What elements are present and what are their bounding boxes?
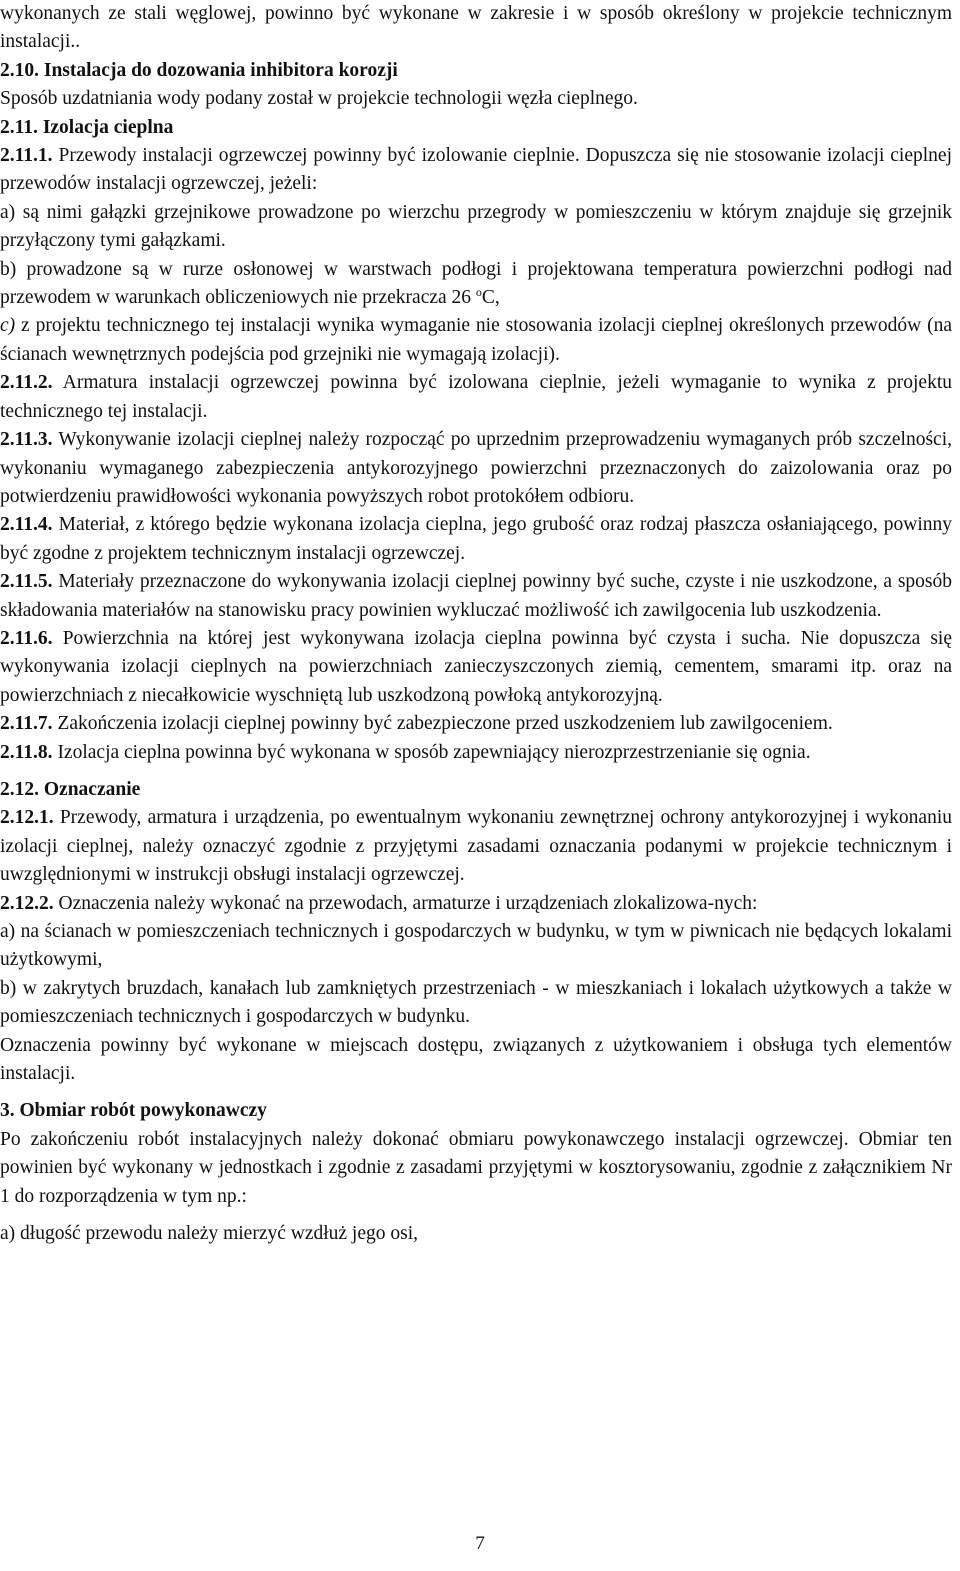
section-number: 3. [0, 1100, 15, 1122]
section-2-10-heading [0, 57, 952, 85]
section-2-12-heading [0, 776, 952, 804]
section-number: 2.12.1. [0, 807, 54, 829]
section-2-11-heading [0, 114, 952, 142]
list-item-a: a) są nimi gałązki grzejnikowe prowadzone po wierzchu przegrody w pomieszczeniu w którym znajduje się grzejnik przyłączony tymi gałązkami. [0, 201, 952, 252]
spacer [0, 1088, 952, 1097]
section-number: 2.11.4. [0, 514, 53, 536]
section-number: 2.11.3. [0, 429, 53, 451]
section-number: 2.11. [0, 116, 38, 138]
section-2-12-1: 2.12.1. Przewody, armatura i urządzenia, po ewentualnym wykonaniu zewnętrznej ochrony antykorozyjnej i wykonaniu izolacji cieplnej, należy oznaczyć zgodnie z przyjętymi zasadami oznaczania podanymi w projekcie technicznym i uwzględnionymi w instrukcji obsługi instalacji ogrzewczej. [0, 807, 952, 886]
page-number: 7 [475, 1533, 485, 1554]
section-number: 2.11.2. [0, 372, 53, 394]
section-2-11-1: 2.11.1. Przewody instalacji ogrzewczej powinny być izolowanie cieplnie. Dopuszcza się nie stosowanie izolacji cieplnej przewodów instalacji ogrzewczej, jeżeli: [0, 145, 952, 195]
list-item-b: b) prowadzone są w rurze osłonowej w warstwach podłogi i projektowana temperatura powierzchni podłogi nad przewodem w warunkach obliczeniowych nie przekracza 26 $^o$C, [0, 258, 952, 309]
section-title: Obmiar robót powykonawczy [19, 1100, 267, 1122]
section-title: Izolacja cieplna [42, 116, 174, 138]
section-2-11-5: 2.11.5. Materiały przeznaczone do wykonywania izolacji cieplnej powinny być suche, czyste i nie uszkodzone, a sposób składowania materiałów na stanowisku pracy powinien wykluczać możliwość ich zawilgocenia lub uszkodzenia. [0, 571, 953, 621]
section-3-heading [0, 1097, 952, 1125]
section-number: 2.11.6. [0, 627, 53, 649]
list-item-a: a) na ścianach w pomieszczeniach technicznych i gospodarczych w budynku, w tym w piwnicach nie będących lokalami użytkowymi, [0, 921, 952, 971]
marking-paragraph: Oznaczenia powinny być wykonane w miejscach dostępu, związanych z użytkowaniem i obsługa tych elementów instalacji. [0, 1034, 952, 1085]
list-item-c: c) z projektu technicznego tej instalacji wynika wymaganie nie stosowania izolacji cieplnej określonych przewodów (na ścianach wewnętrznych podejścia pod grzejniki nie wymagają izolacji). [0, 315, 952, 365]
section-2-11-8: 2.11.8. Izolacja cieplna powinna być wykonana w sposób zapewniający nierozprzestrzenianie się ognia. [0, 741, 811, 763]
degree-superscript: o [475, 285, 482, 300]
section-2-11-3: 2.11.3. Wykonywanie izolacji cieplnej należy rozpocząć po uprzednim przeprowadzeniu wymaganych prób szczelności, wykonaniu wymaganego zabezpieczenia antykorozyjnego powierzchni przeznaczonych do zaizolowania oraz po potwierdzeniu prawidłowości wykonania powyższych robot protokółem odbioru. [0, 429, 952, 507]
section-number: 2.11.1. [0, 145, 53, 167]
list-item-a: a) długość przewodu należy mierzyć wzdłuż jego osi, [0, 1223, 419, 1245]
section-2-10-text: Sposób uzdatniania wody podany został w projekcie technologii węzła cieplnego. [0, 88, 638, 110]
section-2-11-4: 2.11.4. Materiał, z którego będzie wykonana izolacja cieplna, jego grubość oraz rodzaj płaszcza osłaniającego, powinny być zgodne z projektem technicznym instalacji ogrzewczej. [0, 514, 952, 564]
spacer [0, 1211, 952, 1220]
list-item-b: b) w zakrytych bruzdach, kanałach lub zamkniętych przestrzeniach - w mieszkaniach i lokalach użytkowych a także w pomieszczeniach technicznych i gospodarczych w budynku. [0, 977, 952, 1028]
section-number: 2.10. [0, 59, 39, 81]
intro-paragraph: wykonanych ze stali węglowej, powinno być wykonane w zakresie i w sposób określony w projekcie technicznym instalacji.. [0, 3, 952, 53]
section-title: Instalacja do dozowania inhibitora korozji [43, 59, 398, 81]
section-2-12-2: 2.12.2. Oznaczenia należy wykonać na przewodach, armaturze i urządzeniach zlokalizowa-nych: [0, 892, 758, 914]
section-2-11-7: 2.11.7. Zakończenia izolacji cieplnej powinny być zabezpieczone przed uszkodzeniem lub zawilgoceniem. [0, 713, 833, 735]
section-3-text: Po zakończeniu robót instalacyjnych należy dokonać obmiaru powykonawczego instalacji ogrzewczej. Obmiar ten powinien być wykonany w jednostkach i zgodnie z zasadami przyjętymi w kosztorysowaniu, zgodnie z załącznikiem Nr 1 do rozporządzenia w tym np.: [0, 1128, 952, 1207]
spacer [0, 767, 952, 776]
section-number: 2.12. [0, 778, 39, 800]
section-title: Oznaczanie [43, 778, 141, 800]
section-number: 2.12.2. [0, 892, 54, 914]
section-number: 2.11.5. [0, 571, 53, 593]
section-2-11-2: 2.11.2. Armatura instalacji ogrzewczej powinna być izolowana cieplnie, jeżeli wymaganie to wynika z projektu technicznego tej instalacji. [0, 372, 952, 422]
section-2-11-6: 2.11.6. Powierzchnia na której jest wykonywana izolacja cieplna powinna być czysta i sucha. Nie dopuszcza się wykonywania izolacji cieplnych na powierzchniach zanieczyszczonych ziemią, cementem, smarami itp. oraz na powierzchniach z niecałkowicie wyschniętą lub uszkodzoną powłoką antykorozyjną. [0, 627, 953, 706]
section-number: 2.11.7. [0, 713, 53, 735]
section-number: 2.11.8. [0, 741, 53, 763]
